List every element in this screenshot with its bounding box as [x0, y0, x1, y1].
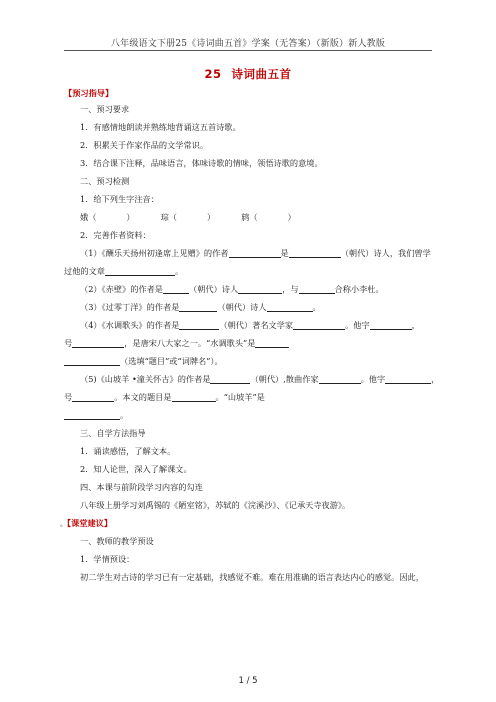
subheading-method: 三、自学方法指导 — [80, 428, 146, 438]
text: （朝代）诗人 — [217, 302, 267, 312]
author-item-5-cont2 — [64, 410, 436, 421]
subheading-requirements: 一、预习要求 — [80, 104, 130, 114]
fill-blank[interactable] — [229, 249, 281, 258]
text: 。 — [312, 302, 321, 312]
text: 。他字 — [360, 374, 386, 384]
text: ， — [411, 320, 420, 330]
text: （1）《酬乐天扬州初逢席上见赠》的作者 — [80, 248, 229, 258]
fill-blank[interactable] — [163, 285, 189, 294]
text: （5)《山坡羊 •潼关怀古》的作者是 — [80, 374, 211, 384]
check-item-1: 1．给下列生字注音： — [80, 194, 159, 204]
fill-blank[interactable] — [172, 393, 216, 402]
pinyin-b-close: ） — [206, 212, 216, 222]
fill-blank[interactable] — [64, 411, 120, 420]
method-1: 1．诵读感悟，了解文本。 — [80, 446, 176, 456]
pinyin-row — [64, 212, 452, 223]
text: ， — [431, 374, 440, 384]
section-prefix: 。 — [60, 520, 67, 528]
text: （朝代）诗人，我们曾学 — [340, 248, 431, 258]
text: 。 — [120, 410, 129, 420]
author-item-4-cont2 — [64, 356, 436, 367]
author-item-3 — [64, 302, 452, 313]
fill-blank[interactable] — [179, 303, 217, 312]
text: 过他的文章 — [64, 266, 105, 276]
text: （2）《赤壁》的作者是 — [80, 284, 163, 294]
author-item-5 — [64, 374, 452, 385]
text: 是 — [280, 248, 289, 258]
link-text: 八年级上册学习刘禹锡的《陋室铭》，苏轼的《浣溪沙》、《记承天寺夜游》。 — [80, 500, 351, 510]
text: 号 — [64, 392, 73, 402]
text: 。他字 — [345, 320, 370, 330]
text: （朝代）诗人 — [189, 284, 239, 294]
section-heading-class — [60, 518, 432, 530]
fill-blank[interactable] — [293, 321, 345, 330]
lesson-number: 25 — [204, 67, 222, 81]
author-item-4 — [64, 320, 452, 331]
fill-blank[interactable] — [385, 375, 431, 384]
subheading-teacher: 一、教师的教学预设 — [80, 536, 154, 546]
fill-blank[interactable] — [255, 339, 289, 348]
subheading-link: 四、本课与前阶段学习内容的勾连 — [80, 482, 203, 492]
author-item-4-cont — [64, 338, 436, 349]
author-item-1-cont — [64, 266, 436, 277]
author-item-2 — [64, 284, 452, 295]
text: 合称小李杜。 — [334, 284, 384, 294]
text: （朝代）著名文学家 — [219, 320, 294, 330]
section-label: 【课堂建议】 — [67, 518, 113, 528]
requirement-2: 2．积累关于作家作品的文学常识。 — [80, 140, 209, 150]
page-number: 1 / 5 — [238, 676, 258, 686]
fill-blank[interactable] — [72, 393, 114, 402]
text: 。 — [174, 266, 184, 276]
fill-blank[interactable] — [238, 285, 282, 294]
method-2: 2．知人论世，深入了解课文。 — [80, 464, 192, 474]
fill-blank[interactable] — [105, 267, 175, 276]
fill-blank[interactable] — [319, 375, 361, 384]
text: （3）《过零丁洋》的作者是 — [80, 302, 180, 312]
text: 号 — [64, 338, 73, 348]
subheading-check: 二、预习检测 — [80, 176, 130, 186]
pinyin-c-open: 鸫（ — [241, 212, 258, 222]
pinyin-a-open: 娥（ — [80, 212, 97, 222]
fill-blank[interactable] — [289, 249, 341, 258]
page-header: 八年级语文下册25《诗词曲五首》学案（无答案）（新版）新人教版 — [110, 39, 386, 49]
fill-blank[interactable] — [179, 321, 219, 330]
author-item-5-cont — [64, 392, 436, 403]
section-heading-preview — [64, 88, 436, 99]
requirement-3: 3．结合课下注释，品味语言，体味诗歌的情味，领悟诗歌的意境。 — [80, 158, 323, 168]
author-item-1 — [64, 248, 452, 259]
section-label: 【预习指导】 — [64, 88, 114, 98]
text: （朝代）,散曲作家 — [250, 374, 319, 384]
fill-blank[interactable] — [267, 303, 313, 312]
pinyin-b-open: 琮（ — [160, 212, 177, 222]
text: （4）《水调歌头》的作者是 — [80, 320, 180, 330]
fill-blank[interactable] — [299, 285, 335, 294]
requirement-1: 1．有感情地朗读并熟练地背诵这五首诗歌。 — [80, 122, 241, 132]
fill-blank[interactable] — [370, 321, 412, 330]
check-item-2: 2．完善作者资料： — [80, 230, 151, 240]
fill-blank[interactable] — [210, 375, 250, 384]
text: ，与 — [282, 284, 299, 294]
header-rule — [64, 50, 432, 51]
pinyin-a-close: ） — [126, 212, 135, 222]
lesson-title: 诗词曲五首 — [231, 67, 292, 81]
learner-situation-text: 初二学生对古诗的学习已有一定基础，找感觉不难。难在用准确的语言表达内心的感觉。因此， — [80, 572, 424, 582]
text: 。“山坡羊”是 — [215, 392, 265, 402]
fill-blank[interactable] — [64, 357, 120, 366]
fill-blank[interactable] — [72, 339, 124, 348]
learner-situation-label: 1．学情预设： — [80, 554, 135, 564]
pinyin-c-close: ） — [287, 212, 296, 222]
text: （选填“题目”或“词牌名”）。 — [120, 356, 223, 366]
text: ，是唐宋八大家之一。“水调歌头”是 — [124, 338, 256, 348]
document-title — [0, 66, 496, 82]
text: 。本文的题目是 — [114, 392, 172, 402]
